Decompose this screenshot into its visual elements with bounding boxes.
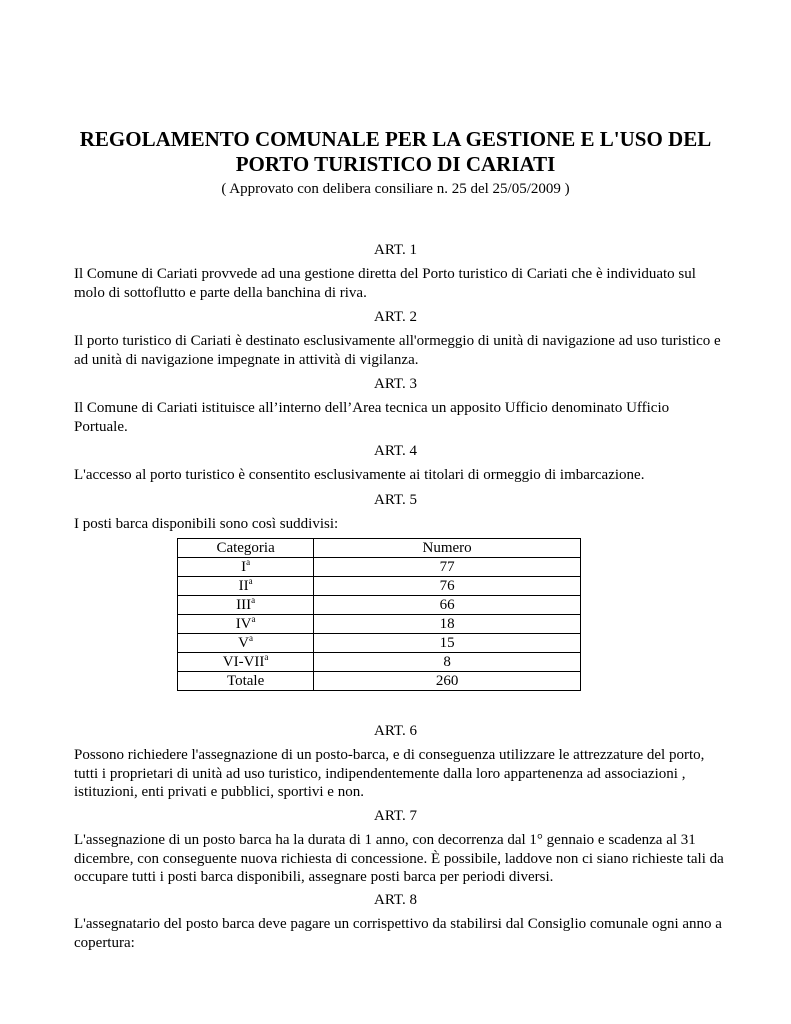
table-row <box>178 653 581 672</box>
article-6-heading: ART. 6 <box>374 723 417 739</box>
article-5-heading: ART. 5 <box>374 492 417 508</box>
article-7-heading: ART. 7 <box>374 808 417 824</box>
article-8-heading: ART. 8 <box>374 892 417 908</box>
table-header-categoria: Categoria <box>178 539 314 558</box>
table-cell-category: $IV^a$ <box>178 615 314 634</box>
table-cell-number: 77 <box>314 558 581 577</box>
table-cell-category: VI-VII$^a$ <box>178 653 314 672</box>
article-3-heading: ART. 3 <box>374 376 417 392</box>
article-4-heading: ART. 4 <box>374 443 417 459</box>
article-6-text: Possono richiedere l'assegnazione di un posto-barca, e di conseguenza utilizzare le attrezzature del porto, tutti i proprietari di unità ad uso turistico, indipendentemente dalla loro appartenenza ad associazioni , istituzioni, enti privati e pubblici, sportivi e non. <box>74 747 705 800</box>
table-header-numero: Numero <box>314 539 581 558</box>
table-cell-number: 18 <box>314 615 581 634</box>
article-2-text: Il porto turistico di Cariati è destinato esclusivamente all'ormeggio di unità di navigazione ad uso turistico e ad unità di navigazione impegnate in attività di vigilanza. <box>74 333 721 368</box>
table-row <box>178 596 581 615</box>
title-line-2: PORTO TURISTICO DI CARIATI <box>235 152 556 176</box>
article-7-text: L'assegnazione di un posto barca ha la durata di 1 anno, con decorrenza dal 1° gennaio e scadenza al 31 dicembre, con conseguente nuova richiesta di concessione. È possibile, laddove non ci siano richieste tali da occupare tutti i posti barca disponibili, assegnare posti barca per periodi diversi. <box>74 832 724 885</box>
article-1-heading: ART. 1 <box>374 242 417 258</box>
table-header-row <box>178 539 581 558</box>
table-cell-category: $II^a$ <box>178 577 314 596</box>
article-3-text: Il Comune di Cariati istituisce all’interno dell’Area tecnica un apposito Ufficio denominato Ufficio Portuale. <box>74 400 670 435</box>
table-cell-number: 15 <box>314 634 581 653</box>
table-cell-number: 76 <box>314 577 581 596</box>
document-title <box>0 127 791 177</box>
boat-slots-table <box>177 538 581 691</box>
table-cell-number: 66 <box>314 596 581 615</box>
table-row <box>178 634 581 653</box>
article-5-text: I posti barca disponibili sono così suddivisi: <box>74 516 339 532</box>
table-cell-category: Totale <box>178 672 314 691</box>
table-cell-number: 260 <box>314 672 581 691</box>
table-total-row <box>178 672 581 691</box>
document-subtitle: ( Approvato con delibera consiliare n. 25 del 25/05/2009 ) <box>221 181 570 197</box>
table-row <box>178 558 581 577</box>
table-cell-category: $V^a$ <box>178 634 314 653</box>
article-1-text: Il Comune di Cariati provvede ad una gestione diretta del Porto turistico di Cariati che è individuato sul molo di sottoflutto e parte della banchina di riva. <box>74 266 696 301</box>
title-line-1: REGOLAMENTO COMUNALE PER LA GESTIONE E L'USO DEL <box>79 127 712 151</box>
table-row <box>178 615 581 634</box>
article-4-text: L'accesso al porto turistico è consentito esclusivamente ai titolari di ormeggio di imbarcazione. <box>74 467 645 483</box>
table-cell-category: $I^a$ <box>178 558 314 577</box>
article-8-text: L'assegnatario del posto barca deve pagare un corrispettivo da stabilirsi dal Consiglio comunale ogni anno a copertura: <box>74 916 722 951</box>
table-row <box>178 577 581 596</box>
article-2-heading: ART. 2 <box>374 309 417 325</box>
table-cell-category: III$^a$ <box>178 596 314 615</box>
table-cell-number: 8 <box>314 653 581 672</box>
